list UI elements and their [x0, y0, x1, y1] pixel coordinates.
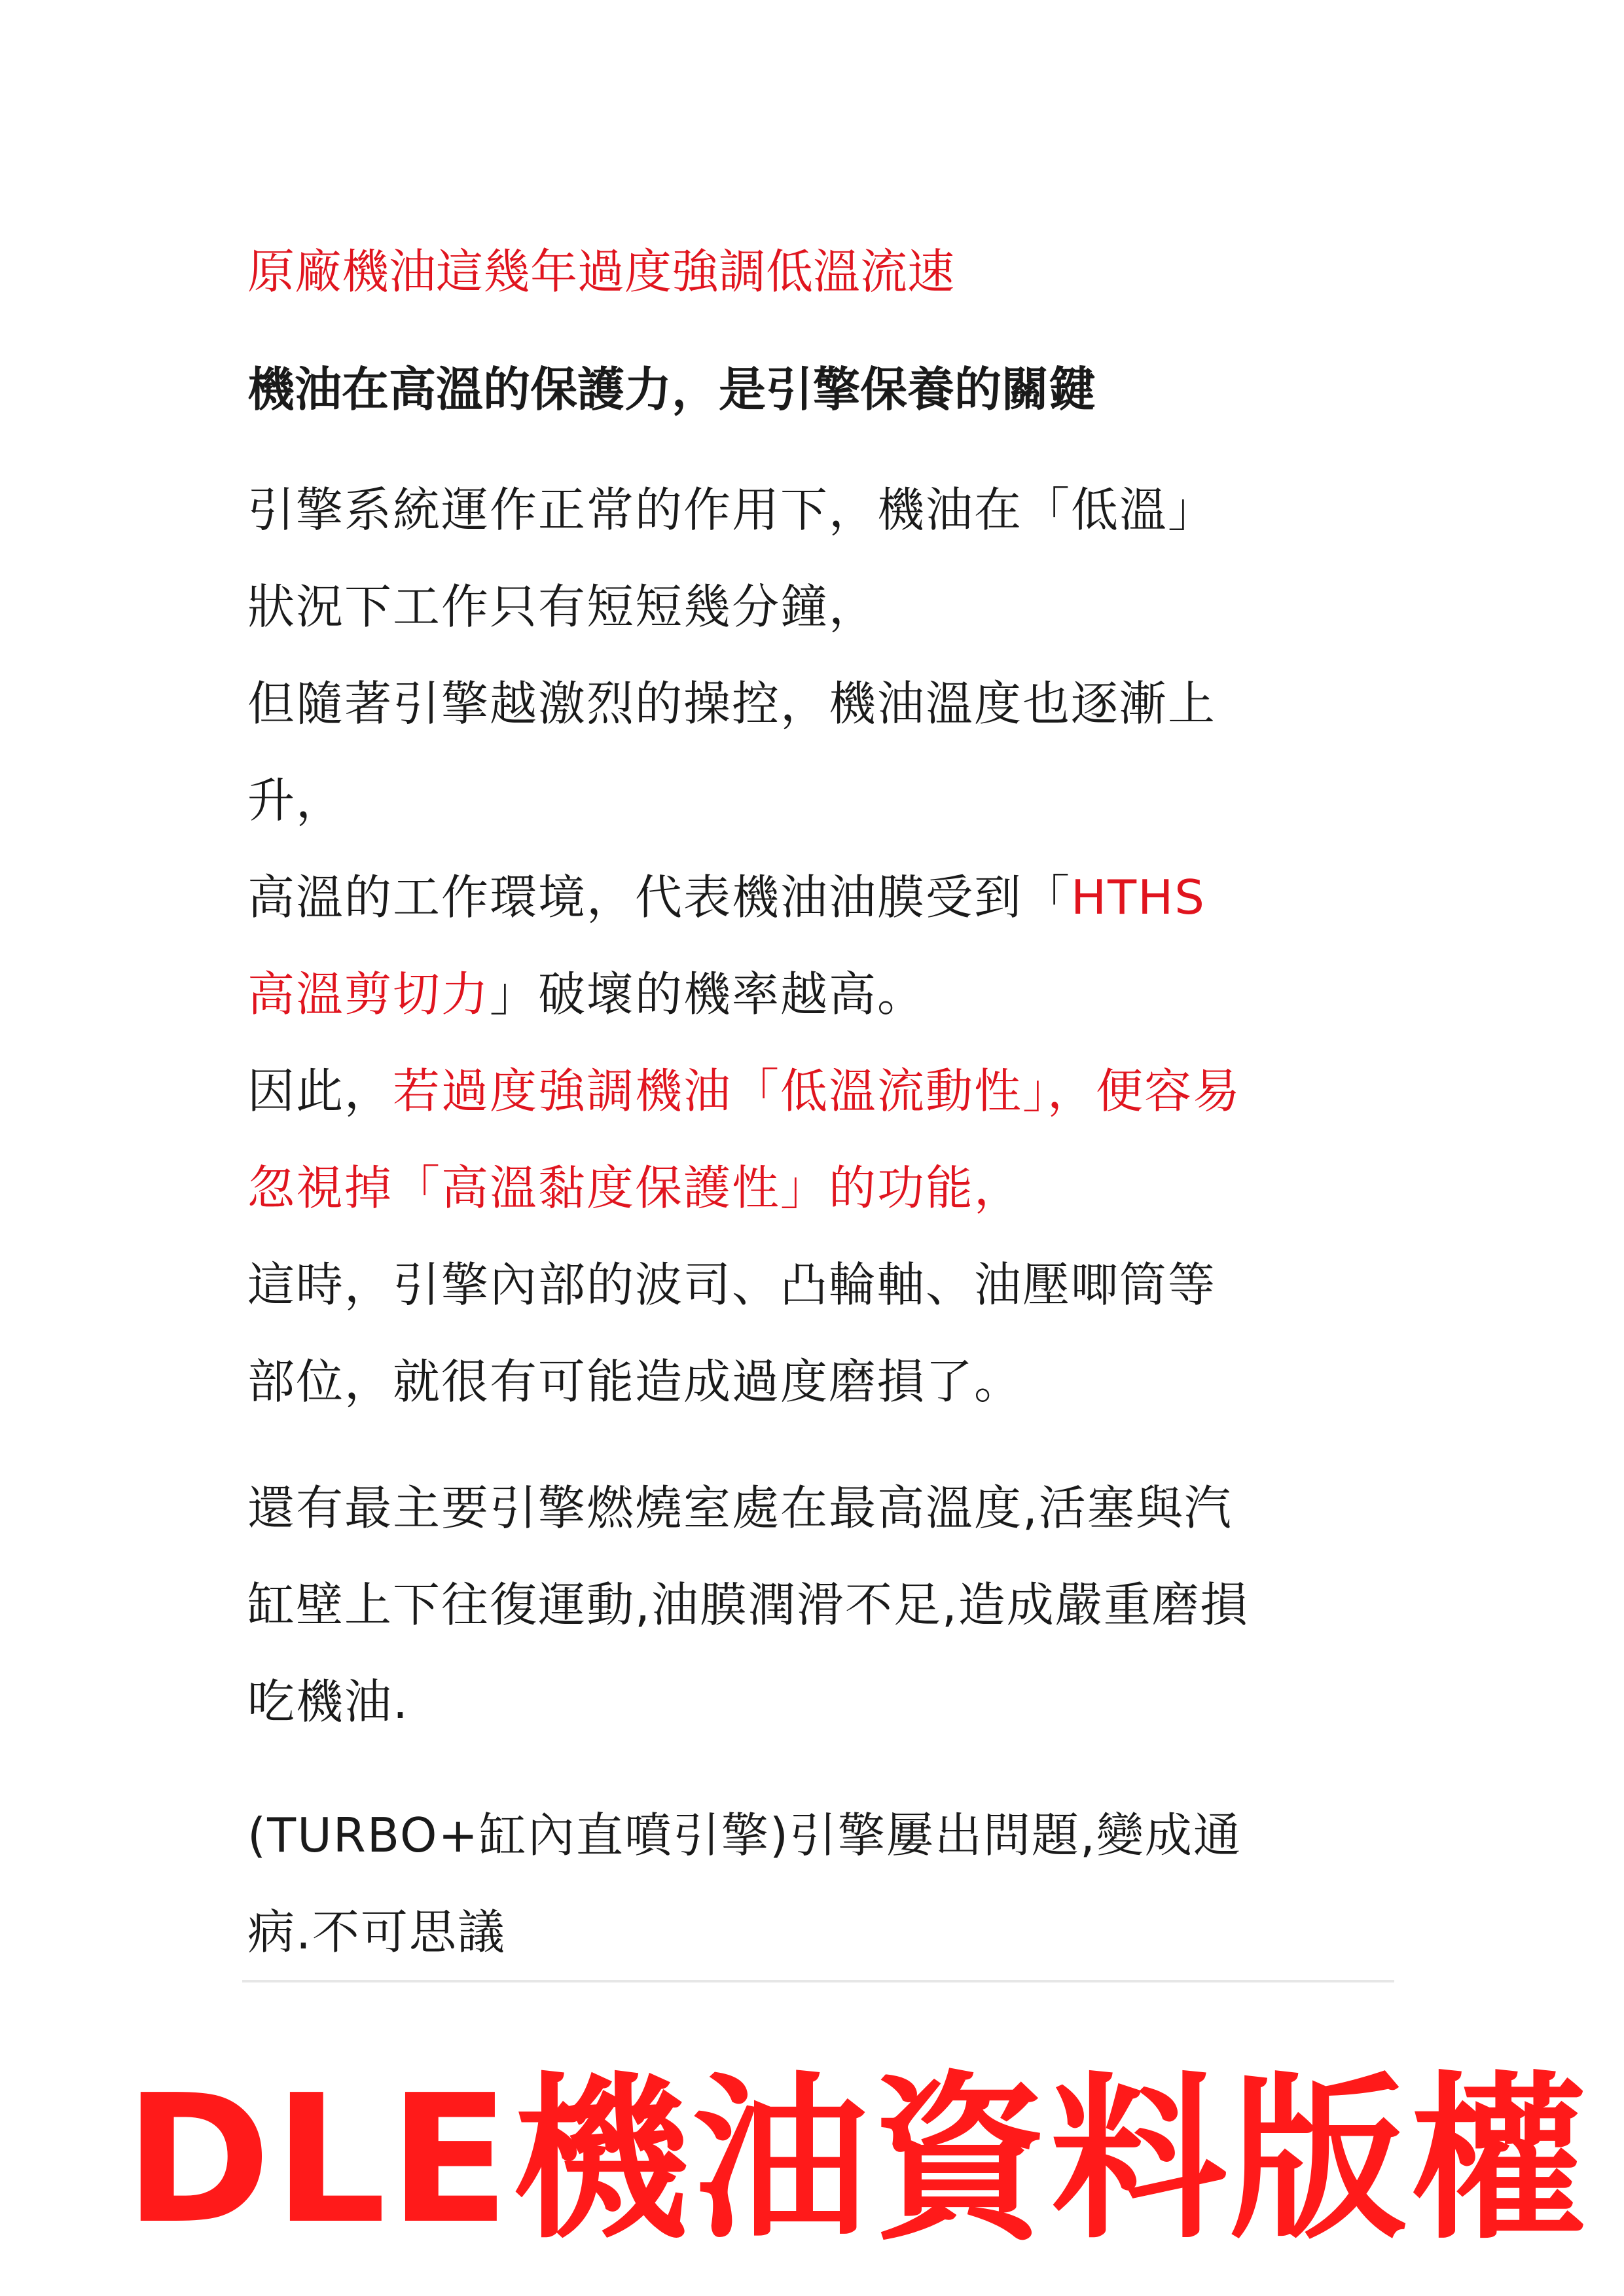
paragraph-3-line-1: (TURBO+缸內直噴引擎)引擎屢出問題,變成通 — [247, 1808, 1242, 1863]
paragraph-1-line-2: 狀況下工作只有短短幾分鐘， — [247, 579, 878, 634]
paragraph-3 — [247, 1787, 1386, 1981]
shear-force-suffix: 」破壞的機率越高。 — [490, 967, 926, 1022]
paragraph-1-line-6 — [247, 946, 1386, 1043]
paragraph-2 — [247, 1460, 1386, 1750]
hths-text-prefix: 高溫的工作環境，代表機油油膜受到「 — [247, 870, 1072, 925]
heading-red: 原廠機油這幾年過度強調低溫流速 — [247, 244, 955, 299]
paragraph-1-line-1: 引擎系統運作正常的作用下，機油在「低溫」 — [247, 482, 1217, 537]
shear-force-highlight: 高溫剪切力 — [247, 967, 490, 1022]
divider — [242, 1980, 1394, 1982]
paragraph-1-line-3: 但隨著引擎越激烈的操控，機油溫度也逐漸上 — [247, 676, 1217, 731]
low-temp-warning-highlight: 若過度強調機油「低溫流動性」，便容易 — [393, 1064, 1242, 1119]
paragraph-3-line-2: 病.不可思議 — [247, 1905, 506, 1960]
paragraph-1-line-10: 部位，就很有可能造成過度磨損了。 — [247, 1354, 1023, 1409]
paragraph-2-line-2: 缸壁上下往復運動,油膜潤滑不足,造成嚴重磨損 — [247, 1577, 1249, 1632]
hths-highlight: HTHS — [1071, 870, 1206, 925]
paragraph-1-line-9: 這時，引擎內部的波司、凸輪軸、油壓唧筒等 — [247, 1257, 1217, 1312]
copyright-watermark: DLE機油資料版權 — [124, 2056, 1589, 2263]
paragraph-1-line-4: 升， — [247, 773, 345, 828]
paragraph-1-line-8: 忽視掉「高溫黏度保護性」的功能， — [247, 1160, 1023, 1215]
paragraph-1-line-7 — [247, 1043, 1386, 1139]
therefore-text: 因此， — [247, 1064, 393, 1119]
heading-black: 機油在高溫的保護力，是引擎保養的關鍵 — [247, 362, 1096, 417]
paragraph-1 — [247, 461, 1386, 1430]
paragraph-2-line-1: 還有最主要引擎燃燒室處在最高溫度,活塞與汽 — [247, 1480, 1233, 1535]
paragraph-1-line-5 — [247, 849, 1386, 946]
paragraph-2-line-3: 吃機油. — [247, 1674, 409, 1729]
